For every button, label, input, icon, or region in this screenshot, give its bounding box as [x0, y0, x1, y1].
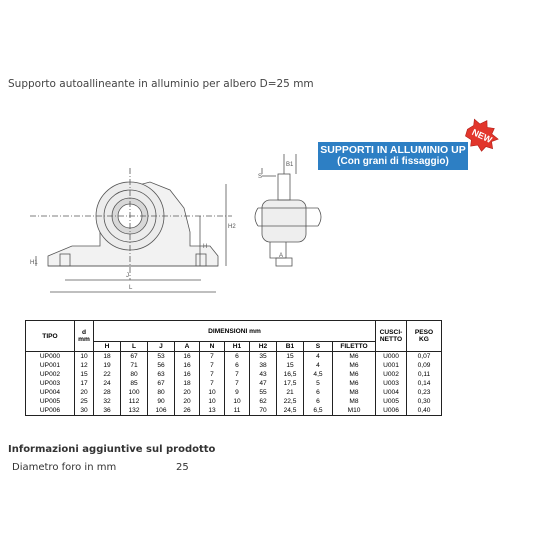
table-cell: 132 — [121, 406, 148, 416]
table-cell: 16 — [175, 370, 200, 379]
table-cell: 7 — [200, 370, 225, 379]
dim-label-a: A — [279, 253, 284, 259]
col-peso: PESO KG — [407, 321, 442, 352]
table-cell: 106 — [148, 406, 175, 416]
aluminium-supports-banner — [318, 142, 468, 170]
subheader-cell: S — [304, 342, 333, 352]
subheader-cell: L — [121, 342, 148, 352]
table-cell: 10 — [200, 388, 225, 397]
table-cell: 15 — [277, 361, 304, 370]
table-cell: 112 — [121, 397, 148, 406]
subheader-cell: B1 — [277, 342, 304, 352]
table-cell: M6 — [333, 361, 376, 370]
table-cell: 4,5 — [304, 370, 333, 379]
table-cell: 30 — [75, 406, 94, 416]
table-cell: 17 — [75, 379, 94, 388]
table-cell: U006 — [376, 406, 407, 416]
dim-label-h: H — [203, 244, 208, 250]
dim-label-h2: H2 — [228, 224, 236, 230]
additional-info-heading: Informazioni aggiuntive sul prodotto — [8, 444, 216, 455]
table-cell: 13 — [200, 406, 225, 416]
subheader-cell: H — [94, 342, 121, 352]
table-cell: 10 — [75, 352, 94, 362]
table-cell: 16 — [175, 352, 200, 362]
table-cell: 0,40 — [407, 406, 442, 416]
dimensions-table — [25, 320, 442, 416]
table-cell: UP006 — [26, 406, 75, 416]
table-cell: 26 — [175, 406, 200, 416]
table-row — [26, 361, 442, 370]
dim-label-j: J — [126, 273, 129, 279]
dim-label-l: L — [129, 285, 133, 291]
table-cell: 6 — [225, 352, 250, 362]
table-cell: U004 — [376, 388, 407, 397]
info-label: Diametro foro in mm — [12, 462, 117, 473]
table-cell: 7 — [225, 379, 250, 388]
subheader-cell: H2 — [250, 342, 277, 352]
table-cell: M6 — [333, 379, 376, 388]
table-row — [26, 397, 442, 406]
table-cell: 0,23 — [407, 388, 442, 397]
table-cell: 11 — [225, 406, 250, 416]
table-row — [26, 352, 442, 362]
table-cell: 0,30 — [407, 397, 442, 406]
subheader-cell: FILETTO — [333, 342, 376, 352]
table-cell: 62 — [250, 397, 277, 406]
table-cell: 21 — [277, 388, 304, 397]
table-cell: 0,14 — [407, 379, 442, 388]
table-row — [26, 388, 442, 397]
table-cell: U001 — [376, 361, 407, 370]
table-row — [26, 379, 442, 388]
table-cell: UP005 — [26, 397, 75, 406]
dim-label-b1: B1 — [286, 162, 294, 168]
table-cell: 90 — [148, 397, 175, 406]
table-cell: 7 — [200, 379, 225, 388]
table-cell: 56 — [148, 361, 175, 370]
table-cell: UP001 — [26, 361, 75, 370]
table-cell: UP000 — [26, 352, 75, 362]
table-cell: 28 — [94, 388, 121, 397]
table-cell: 20 — [175, 397, 200, 406]
table-cell: 12 — [75, 361, 94, 370]
dim-label-h1: H1 — [30, 260, 38, 266]
table-cell: 6 — [225, 361, 250, 370]
banner-line2: (Con grani di fissaggio) — [337, 156, 449, 167]
product-title: Supporto autoallineante in alluminio per albero D=25 mm — [8, 78, 314, 90]
table-cell: 20 — [75, 388, 94, 397]
new-badge-text: NEW — [470, 127, 494, 145]
table-cell: 100 — [121, 388, 148, 397]
table-cell: 80 — [148, 388, 175, 397]
table-cell: 36 — [94, 406, 121, 416]
table-cell: 70 — [250, 406, 277, 416]
table-cell: 10 — [225, 397, 250, 406]
dim-label-s: S — [258, 174, 263, 180]
table-cell: 22,5 — [277, 397, 304, 406]
table-cell: 0,11 — [407, 370, 442, 379]
table-row — [26, 406, 442, 416]
table-cell: 35 — [250, 352, 277, 362]
info-value: 25 — [176, 462, 189, 473]
subheader-cell: N — [200, 342, 225, 352]
table-cell: 80 — [121, 370, 148, 379]
table-cell: 0,07 — [407, 352, 442, 362]
table-cell: 0,09 — [407, 361, 442, 370]
info-row-bore-diameter — [12, 462, 212, 473]
table-cell: 10 — [200, 397, 225, 406]
table-cell: 4 — [304, 352, 333, 362]
table-cell: U005 — [376, 397, 407, 406]
table-cell: M10 — [333, 406, 376, 416]
table-cell: 6 — [304, 397, 333, 406]
table-cell: 7 — [225, 370, 250, 379]
table-cell: M6 — [333, 352, 376, 362]
subheader-cell: A — [175, 342, 200, 352]
col-d: d mm — [75, 321, 94, 352]
table-cell: 15 — [75, 370, 94, 379]
table-cell: 67 — [148, 379, 175, 388]
table-cell: 67 — [121, 352, 148, 362]
table-cell: 43 — [250, 370, 277, 379]
table-cell: 24 — [94, 379, 121, 388]
new-badge-icon — [462, 118, 502, 154]
table-cell: 19 — [94, 361, 121, 370]
table-row — [26, 370, 442, 379]
table-cell: 63 — [148, 370, 175, 379]
table-cell: 20 — [175, 388, 200, 397]
table-cell: 6 — [304, 388, 333, 397]
table-cell: M8 — [333, 388, 376, 397]
col-dimensioni: DIMENSIONI mm — [94, 321, 376, 342]
table-cell: 47 — [250, 379, 277, 388]
table-cell: U002 — [376, 370, 407, 379]
table-cell: UP003 — [26, 379, 75, 388]
subheader-cell: H1 — [225, 342, 250, 352]
table-cell: 85 — [121, 379, 148, 388]
table-cell: 71 — [121, 361, 148, 370]
table-cell: U003 — [376, 379, 407, 388]
table-cell: 25 — [75, 397, 94, 406]
table-cell: 17,5 — [277, 379, 304, 388]
col-tipo: TIPO — [26, 321, 75, 352]
table-cell: 16 — [175, 361, 200, 370]
table-cell: 53 — [148, 352, 175, 362]
table-cell: 6,5 — [304, 406, 333, 416]
table-cell: 16,5 — [277, 370, 304, 379]
banner-line1: SUPPORTI IN ALLUMINIO UP — [320, 144, 466, 156]
table-cell: M8 — [333, 397, 376, 406]
table-cell: UP002 — [26, 370, 75, 379]
table-cell: 38 — [250, 361, 277, 370]
table-cell: U000 — [376, 352, 407, 362]
table-cell: 4 — [304, 361, 333, 370]
table-cell: 22 — [94, 370, 121, 379]
table-cell: UP004 — [26, 388, 75, 397]
table-cell: 5 — [304, 379, 333, 388]
table-cell: 7 — [200, 361, 225, 370]
table-cell: 18 — [94, 352, 121, 362]
subheader-cell: J — [148, 342, 175, 352]
table-cell: 32 — [94, 397, 121, 406]
col-cuscinetto: CUSCI-NETTO — [376, 321, 407, 352]
table-cell: 9 — [225, 388, 250, 397]
table-cell: M6 — [333, 370, 376, 379]
table-cell: 55 — [250, 388, 277, 397]
table-cell: 18 — [175, 379, 200, 388]
table-cell: 15 — [277, 352, 304, 362]
table-cell: 7 — [200, 352, 225, 362]
table-cell: 24,5 — [277, 406, 304, 416]
